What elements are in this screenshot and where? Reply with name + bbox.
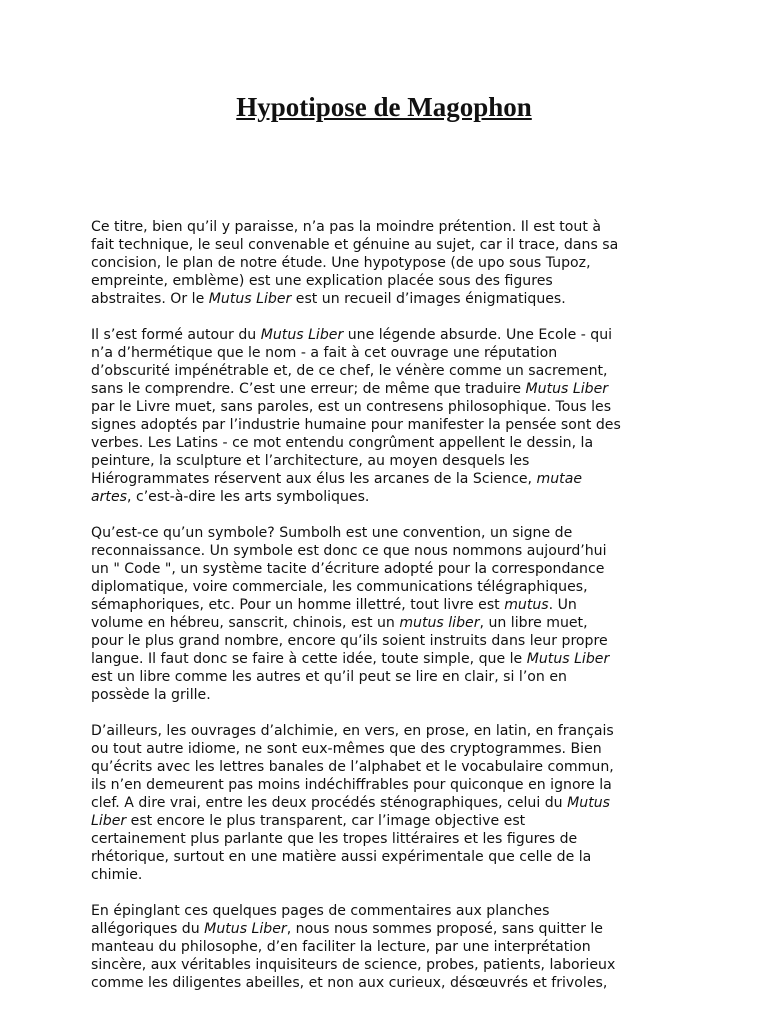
text-run: un " Code ", un système tacite d’écriture adopté pour la correspondance: [91, 561, 605, 577]
text-line: [91, 848, 691, 866]
text-run: qu’écrits avec les lettres banales de l’alphabet et le vocabulaire commun,: [91, 759, 614, 775]
text-run: langue. Il faut donc se faire à cette idée, toute simple, que le: [91, 651, 527, 667]
text-run: fait technique, le seul convenable et génuine au sujet, car il trace, dans sa: [91, 237, 619, 253]
text-run: clef. A dire vrai, entre les deux procédés sténographiques, celui du: [91, 795, 568, 811]
text-run: sincère, aux véritables inquisiteurs de science, probes, patients, laborieux: [91, 957, 616, 973]
text-run: peinture, la sculpture et l’architecture, au moyen desquels les: [91, 453, 530, 469]
text-line: [91, 542, 691, 560]
paragraph: [91, 722, 691, 884]
text-run: pour le plus grand nombre, encore qu’ils soient instruits dans leur propre: [91, 633, 608, 649]
text-run: comme les diligentes abeilles, et non aux curieux, désœuvrés et frivoles,: [91, 975, 608, 991]
text-line: [91, 902, 691, 920]
text-line: [91, 452, 691, 470]
text-line: [91, 560, 691, 578]
text-run: reconnaissance. Un symbole est donc ce que nous nommons aujourd’hui: [91, 543, 607, 559]
text-line: [91, 380, 691, 398]
text-line: [91, 434, 691, 452]
text-line: [91, 632, 691, 650]
text-run: ou tout autre idiome, ne sont eux-mêmes que des cryptogrammes. Bien: [91, 741, 602, 757]
text-line: [91, 416, 691, 434]
text-run: est un recueil d’images énigmatiques.: [291, 291, 566, 307]
text-run: , nous nous sommes proposé, sans quitter le: [286, 921, 603, 937]
text-run: est un libre comme les autres et qu’il peut se lire en clair, si l’on en: [91, 669, 567, 685]
text-line: [91, 596, 691, 614]
text-line: [91, 686, 691, 704]
text-run: verbes. Les Latins - ce mot entendu congrûment appellent le dessin, la: [91, 435, 594, 451]
text-line: [91, 290, 691, 308]
text-line: [91, 272, 691, 290]
italic-text: artes: [91, 489, 127, 505]
italic-text: Liber: [91, 813, 127, 829]
italic-text: Mutus Liber: [208, 291, 292, 307]
text-run: sans le comprendre. C’est une erreur; de même que traduire: [91, 381, 526, 397]
text-run: signes adoptés par l’industrie humaine pour manifester la pensée sont des: [91, 417, 621, 433]
text-line: [91, 362, 691, 380]
italic-text: Mutus Liber: [260, 327, 344, 343]
text-line: [91, 524, 691, 542]
text-run: volume en hébreu, sanscrit, chinois, est un: [91, 615, 400, 631]
text-run: chimie.: [91, 867, 143, 883]
italic-text: mutae: [536, 471, 582, 487]
text-run: manteau du philosophe, d’en faciliter la lecture, par une interprétation: [91, 939, 591, 955]
text-run: rhétorique, surtout en une matière aussi expérimentale que celle de la: [91, 849, 592, 865]
italic-text: Mutus Liber: [526, 651, 610, 667]
text-line: [91, 344, 691, 362]
document-body: [91, 218, 691, 1010]
italic-text: mutus liber: [399, 615, 480, 631]
text-line: [91, 866, 691, 884]
italic-text: mutus: [504, 597, 549, 613]
text-line: [91, 740, 691, 758]
text-run: d’obscurité impénétrable et, de ce chef, le vénère comme un sacrement,: [91, 363, 608, 379]
text-line: [91, 956, 691, 974]
text-line: [91, 398, 691, 416]
italic-text: Mutus: [567, 795, 611, 811]
text-run: ils n’en demeurent pas moins indéchiffrables pour quiconque en ignore la: [91, 777, 612, 793]
text-line: [91, 920, 691, 938]
text-run: D’ailleurs, les ouvrages d’alchimie, en vers, en prose, en latin, en français: [91, 723, 614, 739]
paragraph: [91, 902, 691, 992]
paragraph: [91, 524, 691, 704]
italic-text: Mutus Liber: [525, 381, 609, 397]
text-line: [91, 722, 691, 740]
text-run: n’a d’hermétique que le nom - a fait à cet ouvrage une réputation: [91, 345, 558, 361]
text-run: possède la grille.: [91, 687, 211, 703]
text-line: [91, 578, 691, 596]
text-line: [91, 794, 691, 812]
text-run: est encore le plus transparent, car l’image objective est: [126, 813, 526, 829]
text-run: par le Livre muet, sans paroles, est un contresens philosophique. Tous les: [91, 399, 612, 415]
text-run: Il s’est formé autour du: [91, 327, 261, 343]
text-run: , un libre muet,: [479, 615, 588, 631]
text-line: [91, 488, 691, 506]
text-line: [91, 650, 691, 668]
text-line: [91, 758, 691, 776]
text-run: empreinte, emblème) est une explication placée sous des figures: [91, 273, 553, 289]
text-line: [91, 776, 691, 794]
text-line: [91, 326, 691, 344]
text-run: Ce titre, bien qu’il y paraisse, n’a pas la moindre prétention. Il est tout à: [91, 219, 601, 235]
text-run: concision, le plan de notre étude. Une hypotypose (de upo sous Tupoz,: [91, 255, 591, 271]
text-run: . Un: [548, 597, 577, 613]
text-run: , c’est-à-dire les arts symboliques.: [126, 489, 370, 505]
text-line: [91, 938, 691, 956]
text-run: abstraites. Or le: [91, 291, 209, 307]
text-line: [91, 812, 691, 830]
text-line: [91, 614, 691, 632]
text-line: [91, 830, 691, 848]
text-line: [91, 974, 691, 992]
text-line: [91, 668, 691, 686]
text-line: [91, 218, 691, 236]
text-line: [91, 236, 691, 254]
text-line: [91, 470, 691, 488]
document-title: Hypotipose de Magophon: [236, 92, 532, 122]
text-run: une légende absurde. Une Ecole - qui: [343, 327, 613, 343]
text-run: diplomatique, voire commerciale, les communications télégraphiques,: [91, 579, 588, 595]
text-run: allégoriques du: [91, 921, 205, 937]
text-run: sémaphoriques, etc. Pour un homme illettré, tout livre est: [91, 597, 505, 613]
text-run: certainement plus parlante que les tropes littéraires et les figures de: [91, 831, 578, 847]
paragraph: [91, 218, 691, 308]
italic-text: Mutus Liber: [204, 921, 287, 937]
text-run: Qu’est-ce qu’un symbole? Sumbolh est une convention, un signe de: [91, 525, 573, 541]
text-run: En épinglant ces quelques pages de commentaires aux planches: [91, 903, 550, 919]
paragraph: [91, 326, 691, 506]
text-line: [91, 254, 691, 272]
text-run: Hiérogrammates réservent aux élus les arcanes de la Science,: [91, 471, 537, 487]
